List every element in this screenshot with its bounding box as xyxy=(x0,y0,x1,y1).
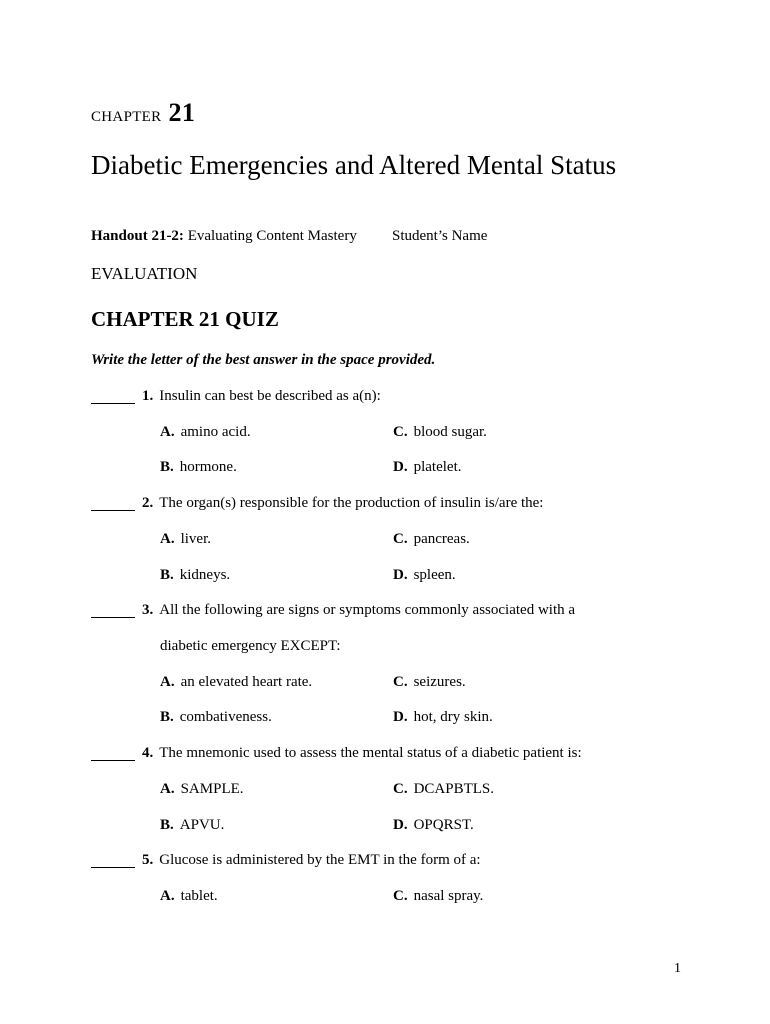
option-letter: B. xyxy=(160,709,174,725)
option-letter: A. xyxy=(160,531,175,547)
quiz-title: CHAPTER 21 QUIZ xyxy=(91,307,279,331)
question-5 xyxy=(142,852,481,869)
handout-line xyxy=(91,228,357,245)
option-letter: C. xyxy=(393,674,408,690)
answer-blank-3[interactable] xyxy=(91,617,135,618)
option-text: hot, dry skin. xyxy=(413,709,493,725)
answer-blank-4[interactable] xyxy=(91,760,135,761)
question-text: The organ(s) responsible for the production of insulin is/are the: xyxy=(159,495,544,511)
option-letter: D. xyxy=(393,567,408,583)
option-letter: B. xyxy=(160,459,174,475)
option-text: amino acid. xyxy=(180,424,251,440)
option-5a xyxy=(160,888,218,905)
option-text: tablet. xyxy=(180,888,218,904)
student-name-label: Student’s Name xyxy=(392,228,488,244)
option-text: spleen. xyxy=(413,567,456,583)
option-letter: C. xyxy=(393,424,408,440)
question-3-continuation: diabetic emergency EXCEPT: xyxy=(160,638,341,654)
option-2d xyxy=(393,567,456,584)
option-letter: D. xyxy=(393,459,408,475)
option-3c xyxy=(393,674,466,691)
answer-blank-1[interactable] xyxy=(91,403,135,404)
handout-text: Evaluating Content Mastery xyxy=(187,228,357,244)
option-4d xyxy=(393,817,474,834)
question-number: 1. xyxy=(142,388,154,404)
option-4c xyxy=(393,781,494,798)
option-text: platelet. xyxy=(413,459,462,475)
option-3b xyxy=(160,709,272,726)
option-letter: C. xyxy=(393,781,408,797)
evaluation-heading: EVALUATION xyxy=(91,264,198,283)
option-2c xyxy=(393,531,470,548)
option-2a xyxy=(160,531,211,548)
option-text: nasal spray. xyxy=(413,888,484,904)
option-text: APVU. xyxy=(179,817,225,833)
option-5c xyxy=(393,888,483,905)
option-text: OPQRST. xyxy=(413,817,474,833)
option-text: liver. xyxy=(180,531,212,547)
option-3d xyxy=(393,709,493,726)
chapter-word: CHAPTER xyxy=(91,109,162,125)
option-text: pancreas. xyxy=(413,531,470,547)
question-3 xyxy=(142,602,575,619)
answer-blank-2[interactable] xyxy=(91,510,135,511)
option-4a xyxy=(160,781,244,798)
option-letter: B. xyxy=(160,567,174,583)
option-1c xyxy=(393,424,487,441)
question-text: Glucose is administered by the EMT in the form of a: xyxy=(159,852,481,868)
option-letter: B. xyxy=(160,817,174,833)
option-1b xyxy=(160,459,237,476)
option-letter: C. xyxy=(393,888,408,904)
question-text: Insulin can best be described as a(n): xyxy=(159,388,381,404)
question-number: 2. xyxy=(142,495,154,511)
question-number: 4. xyxy=(142,745,154,761)
question-2 xyxy=(142,495,543,512)
question-4 xyxy=(142,745,582,762)
question-text: The mnemonic used to assess the mental status of a diabetic patient is: xyxy=(159,745,582,761)
option-text: blood sugar. xyxy=(413,424,487,440)
question-number: 5. xyxy=(142,852,154,868)
option-letter: D. xyxy=(393,817,408,833)
option-text: SAMPLE. xyxy=(180,781,244,797)
option-text: DCAPBTLS. xyxy=(413,781,495,797)
question-text: All the following are signs or symptoms commonly associated with a xyxy=(159,602,576,618)
option-1d xyxy=(393,459,462,476)
option-letter: C. xyxy=(393,531,408,547)
option-text: combativeness. xyxy=(179,709,272,725)
option-letter: A. xyxy=(160,781,175,797)
page-title: Diabetic Emergencies and Altered Mental Status xyxy=(91,150,617,180)
option-3a xyxy=(160,674,312,691)
answer-blank-5[interactable] xyxy=(91,867,135,868)
handout-label: Handout 21-2: xyxy=(91,228,184,244)
option-text: hormone. xyxy=(179,459,237,475)
chapter-number: 21 xyxy=(168,98,196,127)
option-text: seizures. xyxy=(413,674,466,690)
option-1a xyxy=(160,424,251,441)
question-1 xyxy=(142,388,381,405)
option-text: an elevated heart rate. xyxy=(180,674,313,690)
question-number: 3. xyxy=(142,602,154,618)
option-letter: A. xyxy=(160,888,175,904)
option-2b xyxy=(160,567,230,584)
option-4b xyxy=(160,817,224,834)
quiz-instructions: Write the letter of the best answer in the space provided. xyxy=(91,352,436,368)
page-number: 1 xyxy=(674,961,681,976)
option-letter: A. xyxy=(160,424,175,440)
option-letter: D. xyxy=(393,709,408,725)
chapter-label xyxy=(91,98,195,128)
option-text: kidneys. xyxy=(179,567,231,583)
option-letter: A. xyxy=(160,674,175,690)
